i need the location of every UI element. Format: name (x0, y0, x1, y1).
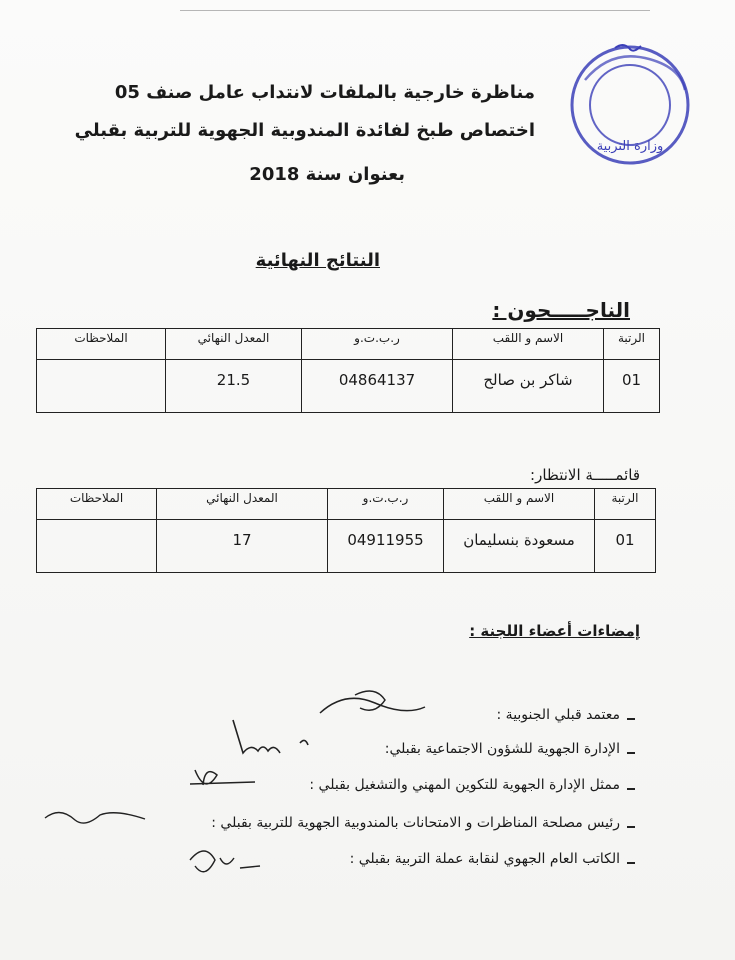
col-rank: الرتبة (595, 489, 656, 520)
signature-2 (225, 715, 325, 760)
cell-notes (37, 520, 157, 573)
col-id: ر.ب.ت.و (328, 489, 444, 520)
member-line: الكاتب العام الجهوي لنقابة عملة التربية بقبلي : (349, 851, 620, 867)
header-line-3: بعنوان سنة 2018 (249, 164, 405, 185)
winners-title: الناجـــــحون : (492, 298, 630, 322)
signature-1 (315, 685, 430, 725)
table-row (37, 360, 660, 413)
official-stamp (565, 40, 695, 170)
cell-rank: 01 (595, 520, 656, 573)
signature-3 (185, 760, 260, 800)
cell-score: 21.5 (166, 360, 302, 413)
bullet-dash (627, 752, 635, 754)
header-line-2: اختصاص طبخ لفائدة المندوبية الجهوية للتربية بقبلي (74, 120, 535, 141)
bullet-dash (627, 862, 635, 864)
cell-id: 04864137 (302, 360, 453, 413)
table-header-row (37, 329, 660, 360)
waiting-title: قائمـــــة الانتظار: (530, 466, 640, 484)
bullet-dash (627, 788, 635, 790)
stamp-text: وزارة التربية (596, 139, 664, 154)
table-header-row (37, 489, 656, 520)
col-rank: الرتبة (604, 329, 660, 360)
member-line: رئيس مصلحة المناظرات و الامتحانات بالمندوبية الجهوية للتربية بقبلي : (211, 815, 620, 831)
member-line: الإدارة الجهوية للشؤون الاجتماعية بقبلي: (384, 741, 620, 757)
signature-4 (40, 800, 150, 835)
col-score: المعدل النهائي (166, 329, 302, 360)
col-name: الاسم و اللقب (444, 489, 595, 520)
waiting-table (36, 488, 656, 573)
member-line: ممثل الإدارة الجهوية للتكوين المهني والتشغيل بقبلي : (309, 777, 620, 793)
cell-id: 04911955 (328, 520, 444, 573)
table-row (37, 520, 656, 573)
col-notes: الملاحظات (37, 489, 157, 520)
col-id: ر.ب.ت.و (302, 329, 453, 360)
bullet-dash (627, 718, 635, 720)
cell-name: شاكر بن صالح (453, 360, 604, 413)
col-notes: الملاحظات (37, 329, 166, 360)
cell-notes (37, 360, 166, 413)
bullet-dash (627, 826, 635, 828)
top-edge-line (180, 10, 650, 11)
col-score: المعدل النهائي (157, 489, 328, 520)
cell-score: 17 (157, 520, 328, 573)
results-title: النتائج النهائية (255, 250, 380, 271)
winners-table (36, 328, 660, 413)
signatures-title: إمضاءات أعضاء اللجنة : (469, 622, 640, 640)
col-name: الاسم و اللقب (453, 329, 604, 360)
signature-5 (185, 840, 265, 880)
header-line-1: مناظرة خارجية بالملفات لانتداب عامل صنف 05 (114, 82, 535, 103)
member-line: معتمد قبلي الجنوبية : (496, 707, 620, 723)
cell-rank: 01 (604, 360, 660, 413)
cell-name: مسعودة بنسليمان (444, 520, 595, 573)
